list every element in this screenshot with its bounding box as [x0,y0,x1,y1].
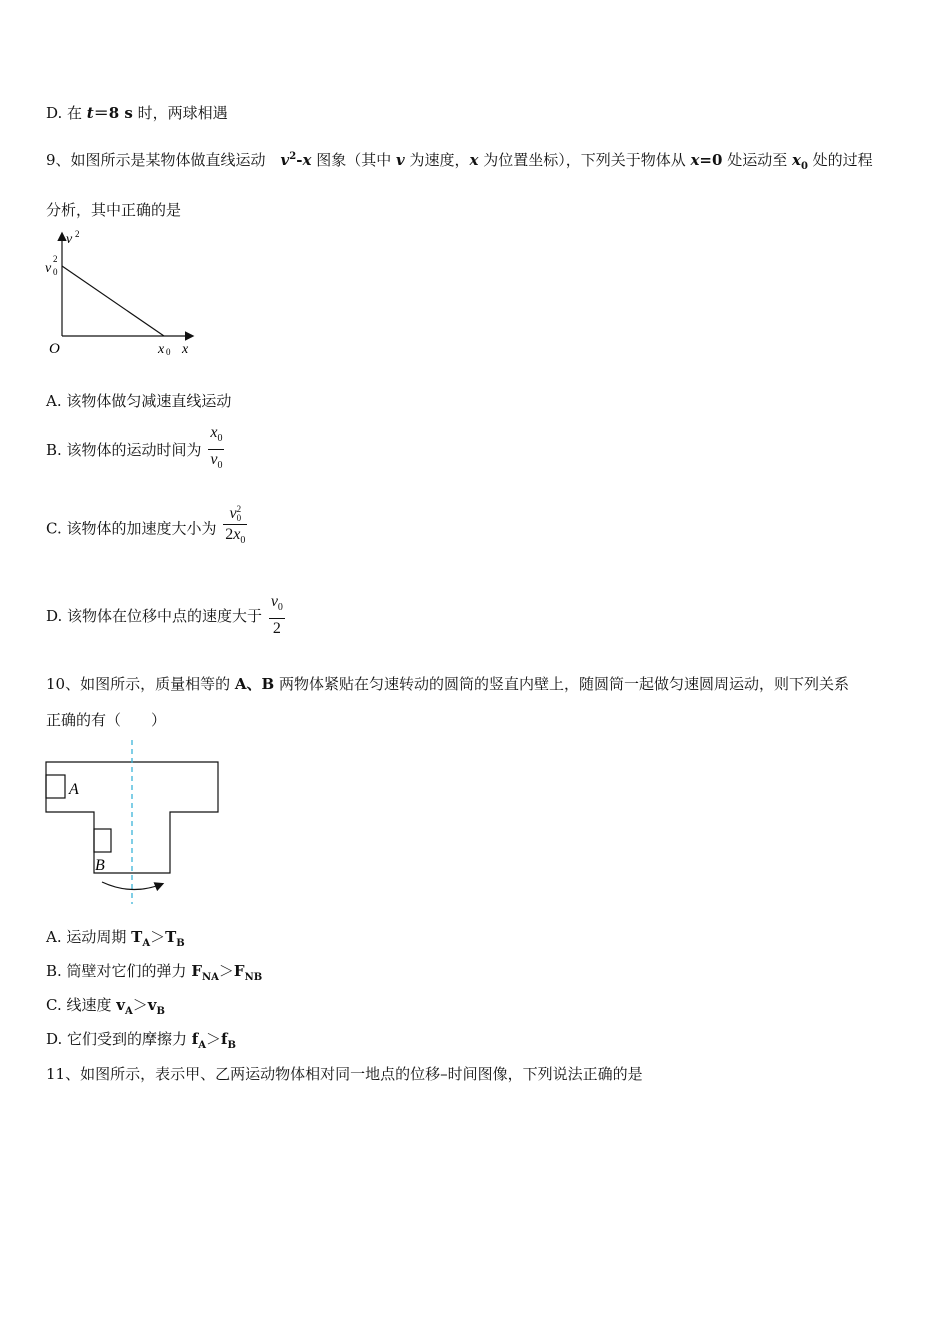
q10-option-b: B. 筒壁对它们的弹力 $F_{NA}>F_{NB}$ [46,962,263,983]
q9-option-b: B. 该物体的运动时间为 $\frac{x_0}{v_0}$ [46,424,224,475]
q9-option-c-fraction: v 2 0 $2x_0$ [225,504,246,547]
svg-text:2: 2 [75,229,80,239]
q10-block-b [94,829,111,852]
q8-option-d: D. 在 t＝8 s 时，两球相遇 [46,104,228,122]
svg-text:2: 2 [53,254,58,264]
q11-stem: 11、如图所示，表示甲、乙两运动物体相对同一地点的位移–时间图像，下列说法正确的是 [46,1065,643,1083]
q10-label-a: A [69,781,79,798]
q10-option-a: A. 运动周期 $T_A>T_B$ [46,928,185,949]
q9-option-d-fraction: $\frac{v_0}{2}$ [270,593,283,638]
q9-option-d: D. 该物体在位移中点的速度大于 $\frac{v_0}{2}$ [46,593,283,638]
q10-option-c: C. 线速度 $v_A>v_B$ [46,996,165,1017]
q9-graph-line [62,266,164,336]
svg-text:0: 0 [53,267,58,277]
q9-x-tick-label: x [158,342,165,357]
q9-option-b-fraction: $\frac{x_0}{v_0}$ [210,424,223,472]
q10-stem-line1: 10、如图所示，质量相等的 A、B 两物体紧贴在匀速转动的圆筒的竖直内壁上，随圆筒一起做匀速圆周运动，则下列关系 [46,675,849,693]
q9-option-c: C. 该物体的加速度大小为 v 2 0 $2x_0$ [46,505,247,551]
q9-x-axis-label: x [182,342,189,357]
q9-v2-x-graph [40,226,210,361]
q10-cylinder-figure [40,736,230,908]
q9-origin-label: O [49,341,60,357]
svg-text:0: 0 [166,347,171,357]
q9-stem-line1: 9、如图所示是某物体做直线运动 $v^2-x$ 图象（其中 v 为速度，x 为位置坐标），下列关于物体从 x=0 处运动至 $x_0$ 处的过程 [46,151,873,172]
q9-y-axis-label: v [66,232,73,247]
q10-block-a [46,775,65,798]
q9-option-a: A. 该物体做匀减速直线运动 [46,392,232,410]
q10-label-b: B [95,857,105,874]
q10-option-d: D. 它们受到的摩擦力 $f_A>f_B$ [46,1030,236,1051]
q9-stem-line2: 分析，其中正确的是 [46,201,182,219]
q10-stem-line2: 正确的有（ ） [46,711,167,729]
q9-y-tick-label: v [45,261,52,276]
